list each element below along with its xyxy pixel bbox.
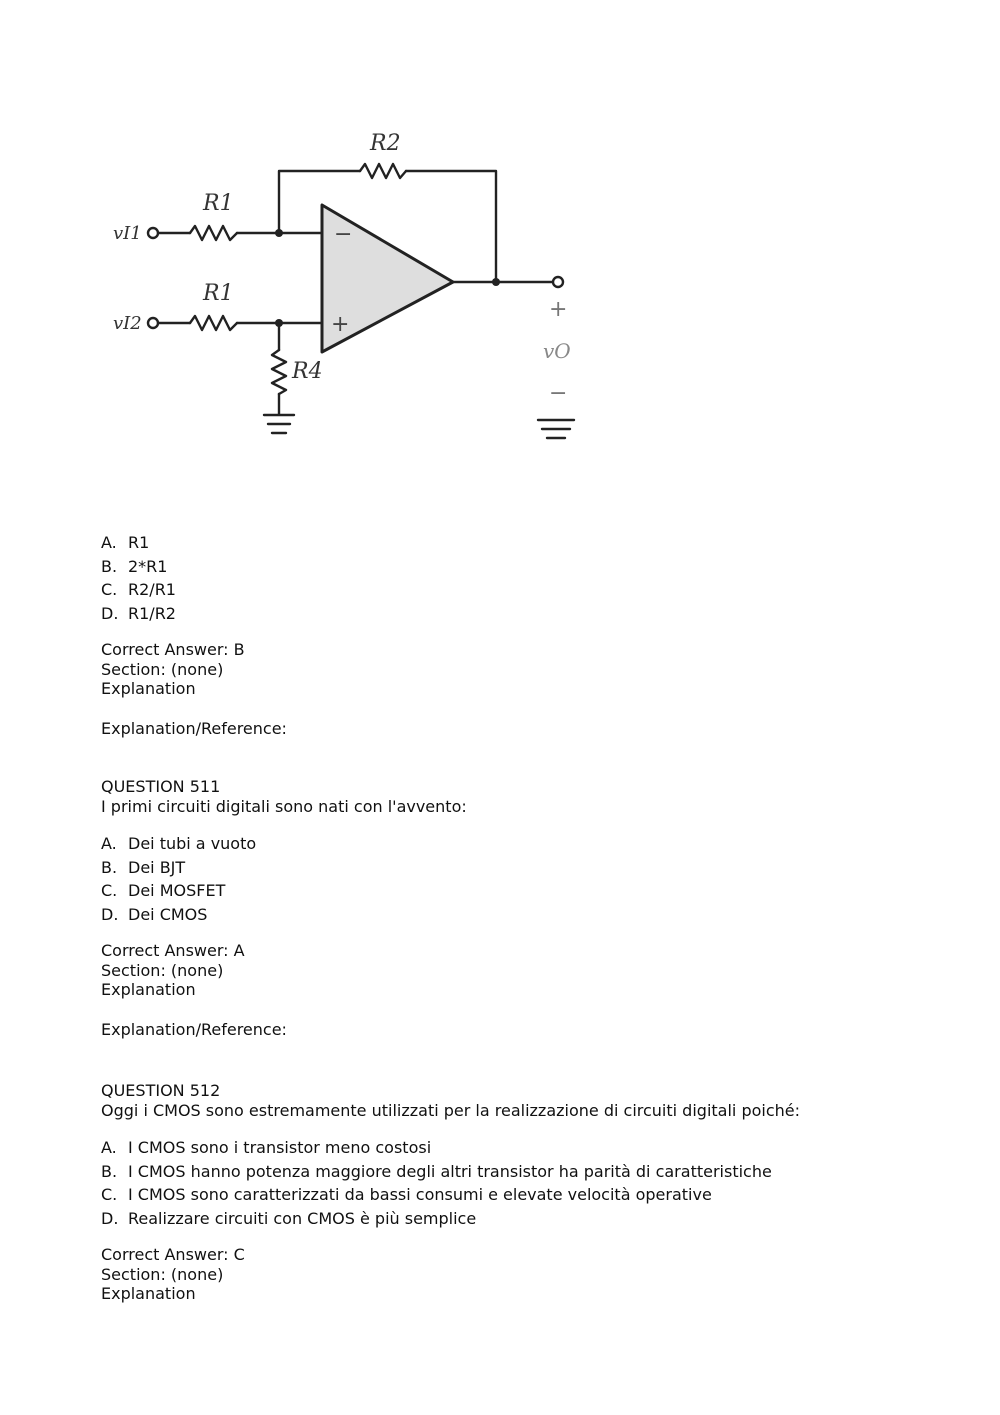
question-text: Oggi i CMOS sono estremamente utilizzati per la realizzazione di circuiti digitali poiché: bbox=[101, 1100, 800, 1120]
question-512-block bbox=[101, 1081, 800, 1304]
question-510-block bbox=[101, 531, 287, 738]
section: Section: (none) bbox=[101, 960, 224, 980]
explanation: Explanation bbox=[101, 679, 196, 698]
junction-dot bbox=[275, 229, 283, 237]
correct-answer: Correct Answer: B bbox=[101, 640, 245, 659]
option-a: A. R1 bbox=[101, 533, 150, 552]
r1-top-resistor bbox=[190, 226, 237, 240]
option-c: C. Dei MOSFET bbox=[101, 881, 226, 900]
r1-bottom-label: R1 bbox=[203, 281, 234, 306]
answer-options bbox=[101, 1136, 800, 1230]
explanation: Explanation bbox=[101, 980, 196, 999]
question-511-block bbox=[101, 777, 467, 1039]
vo-label: vO bbox=[543, 339, 571, 363]
inverting-sign: − bbox=[334, 222, 353, 247]
option-b: B. I CMOS hanno potenza maggiore degli altri transistor ha parità di caratteristiche bbox=[101, 1161, 772, 1181]
option-c: C. I CMOS sono caratterizzati da bassi consumi e elevate velocità operative bbox=[101, 1185, 712, 1204]
output-minus-sign: − bbox=[549, 381, 568, 406]
section: Section: (none) bbox=[101, 659, 224, 679]
section: Section: (none) bbox=[101, 1264, 224, 1284]
vi1-label: vI1 bbox=[113, 223, 142, 244]
junction-dot bbox=[492, 278, 500, 286]
option-a: A. I CMOS sono i transistor meno costosi bbox=[101, 1138, 432, 1157]
r2-resistor bbox=[360, 164, 406, 178]
option-c: C. R2/R1 bbox=[101, 580, 176, 599]
op-amp-circuit-figure bbox=[100, 115, 590, 450]
explanation: Explanation bbox=[101, 1284, 196, 1303]
answer-options bbox=[101, 531, 287, 625]
option-a: A. Dei tubi a vuoto bbox=[101, 834, 257, 853]
r4-resistor bbox=[272, 350, 286, 394]
question-text: I primi circuiti digitali sono nati con l'avvento: bbox=[101, 796, 467, 816]
noninverting-sign: + bbox=[331, 312, 350, 337]
explanation-reference: Explanation/Reference: bbox=[101, 718, 287, 738]
option-d: D. R1/R2 bbox=[101, 603, 176, 623]
correct-answer: Correct Answer: A bbox=[101, 941, 245, 960]
question-title: QUESTION 512 bbox=[101, 1081, 221, 1100]
junction-dot bbox=[275, 319, 283, 327]
correct-answer: Correct Answer: C bbox=[101, 1245, 245, 1264]
vi2-terminal bbox=[148, 318, 158, 328]
r4-label: R4 bbox=[292, 359, 323, 384]
answer-options bbox=[101, 832, 467, 926]
explanation-reference: Explanation/Reference: bbox=[101, 1019, 287, 1039]
vo-terminal bbox=[553, 277, 563, 287]
question-title: QUESTION 511 bbox=[101, 777, 221, 796]
r2-label: R2 bbox=[370, 131, 401, 156]
vi1-terminal bbox=[148, 228, 158, 238]
output-plus-sign: + bbox=[549, 297, 568, 322]
option-d: D. Realizzare circuiti con CMOS è più semplice bbox=[101, 1208, 477, 1228]
r1-top-label: R1 bbox=[203, 191, 234, 216]
option-b: B. 2*R1 bbox=[101, 556, 168, 576]
option-d: D. Dei CMOS bbox=[101, 904, 208, 924]
r1-bottom-resistor bbox=[190, 316, 237, 330]
vi2-label: vI2 bbox=[113, 313, 142, 334]
option-b: B. Dei BJT bbox=[101, 857, 186, 877]
